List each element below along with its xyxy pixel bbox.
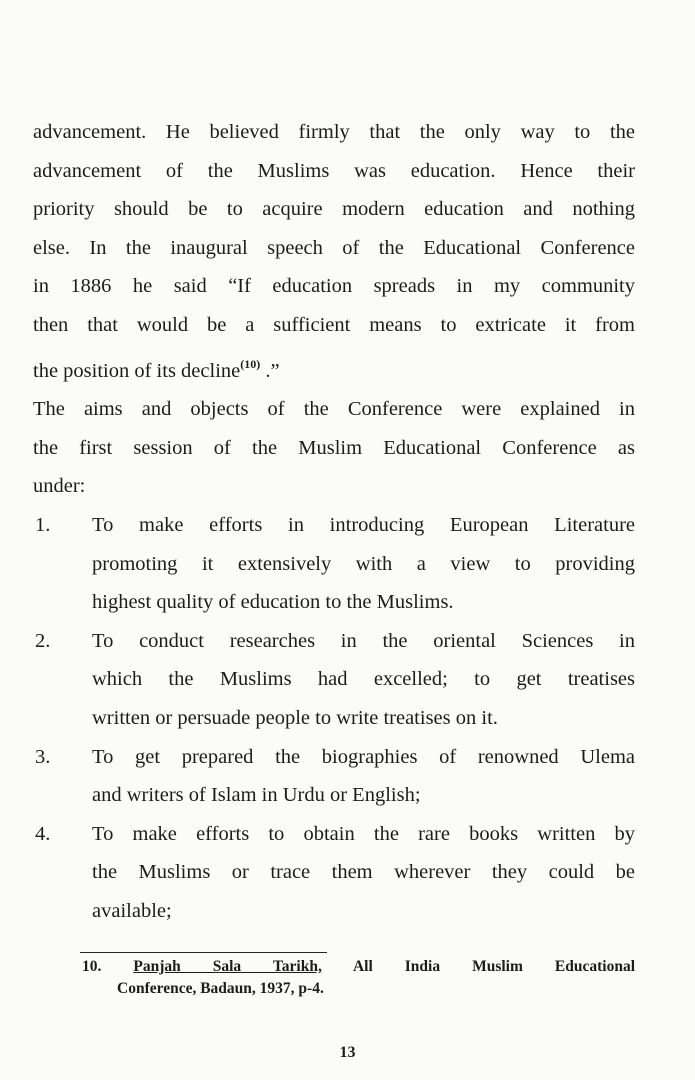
text-line: which the Muslims had excelled; to get treatises <box>92 668 635 691</box>
body-text <box>33 113 635 930</box>
list-number: 4. <box>35 822 51 845</box>
text-line: the Muslims or trace them wherever they could be <box>92 861 635 884</box>
closing-quote: .” <box>260 359 280 382</box>
list-item <box>33 738 635 815</box>
footnote-title: Panjah Sala Tarikh, <box>133 958 322 975</box>
text-line: To get prepared the biographies of renowned Ulema <box>92 745 635 768</box>
text-line: the first session of the Muslim Educational Conference as <box>33 436 635 459</box>
text-line <box>33 345 635 391</box>
list-number: 2. <box>35 629 51 652</box>
text-line: and writers of Islam in Urdu or English; <box>92 784 421 807</box>
text-line: highest quality of education to the Muslims. <box>92 591 454 614</box>
text-line: then that would be a sufficient means to extricate it from <box>33 313 635 336</box>
text-line: The aims and objects of the Conference were explained in <box>33 398 635 421</box>
footnote-line: Conference, Badaun, 1937, p-4. <box>117 980 324 997</box>
list-number: 1. <box>35 513 51 536</box>
text-line: in 1886 he said “If education spreads in my community <box>33 275 635 298</box>
list-number: 3. <box>35 745 51 768</box>
list-item <box>33 815 635 931</box>
text-line: To make efforts in introducing European Literature <box>92 513 635 536</box>
paragraph-2 <box>33 390 635 506</box>
footnote-number: 10. <box>82 958 102 975</box>
footnote-reference: (10) <box>240 356 261 371</box>
list-item <box>33 506 635 622</box>
text-fragment: the position of its decline <box>33 359 241 382</box>
page-number: 13 <box>339 1044 356 1061</box>
footnote-line <box>82 956 635 978</box>
footnote-divider <box>80 952 327 953</box>
text-line: available; <box>92 899 172 922</box>
text-line: To make efforts to obtain the rare books written by <box>92 822 635 845</box>
text-line: advancement of the Muslims was education. Hence their <box>33 159 635 182</box>
objectives-list <box>33 506 635 931</box>
text-line: else. In the inaugural speech of the Educational Conference <box>33 236 635 259</box>
text-line: written or persuade people to write treatises on it. <box>92 706 498 729</box>
text-line: priority should be to acquire modern education and nothing <box>33 198 635 221</box>
text-line: To conduct researches in the oriental Sciences in <box>92 629 635 652</box>
text-line: promoting it extensively with a view to providing <box>92 552 635 575</box>
footnote <box>82 956 635 1000</box>
text-line: under: <box>33 475 86 498</box>
footnote-text: All India Muslim Educational <box>321 958 635 975</box>
paragraph-1 <box>33 113 635 390</box>
list-item <box>33 622 635 738</box>
text-line: advancement. He believed firmly that the only way to the <box>33 121 635 143</box>
